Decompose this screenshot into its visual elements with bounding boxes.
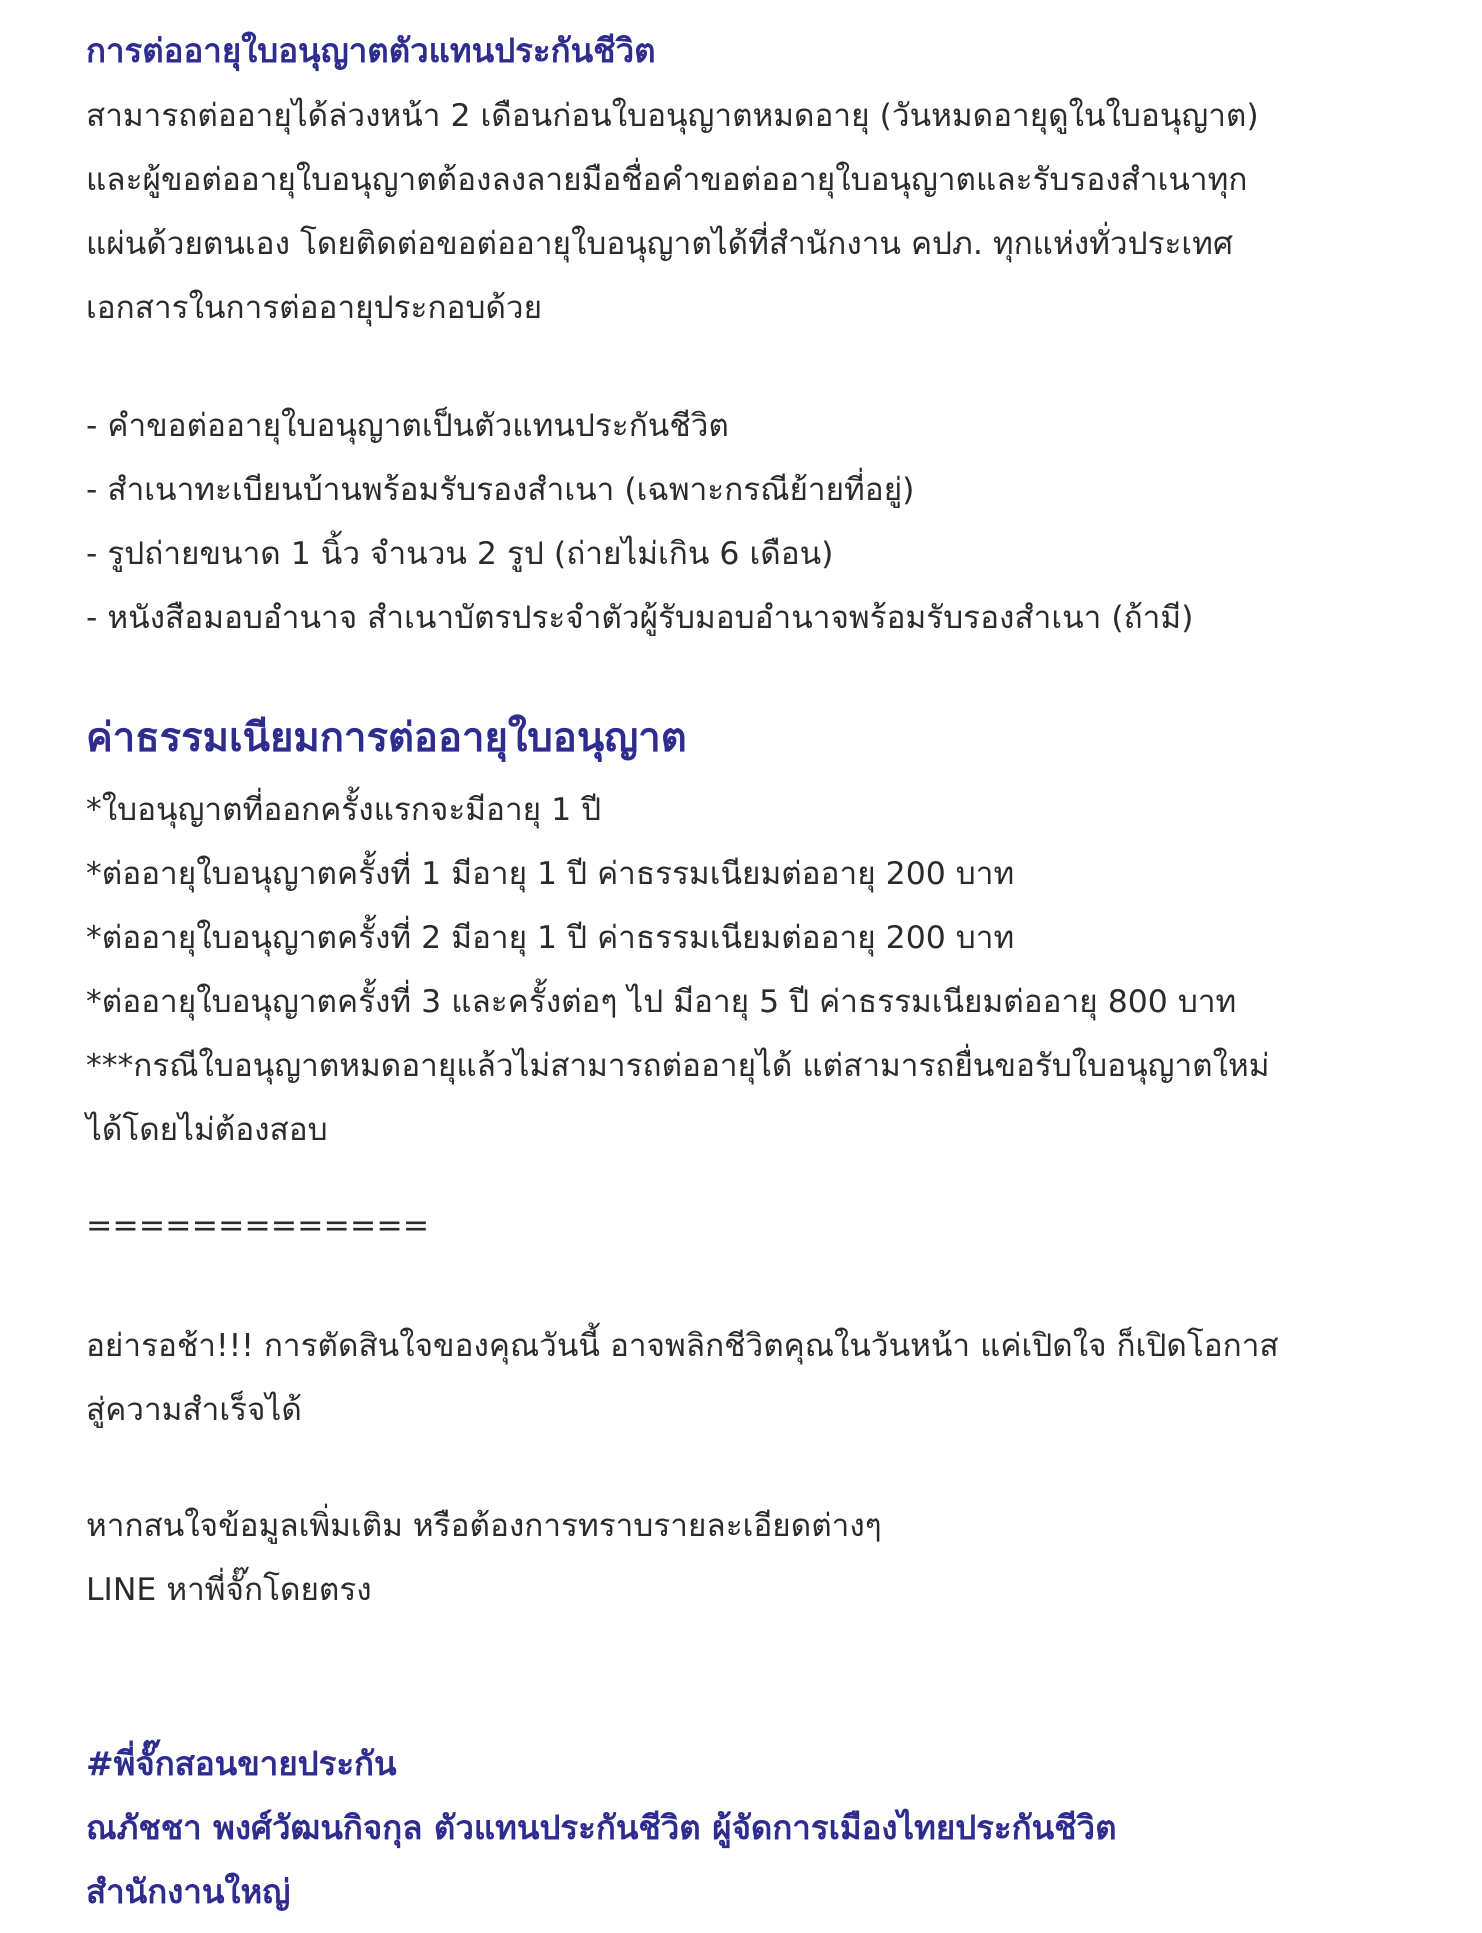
- fee-line: *ต่ออายุใบอนุญาตครั้งที่ 2 มีอายุ 1 ปี ค่าธรรมเนียมต่ออายุ 200 บาท: [86, 920, 1015, 956]
- signature-block: [86, 1732, 1117, 1924]
- fee-line: *ใบอนุญาตที่ออกครั้งแรกจะมีอายุ 1 ปี: [86, 792, 602, 828]
- fee-line: *ต่ออายุใบอนุญาตครั้งที่ 1 มีอายุ 1 ปี ค่าธรรมเนียมต่ออายุ 200 บาท: [86, 856, 1015, 892]
- fee-line: *ต่ออายุใบอนุญาตครั้งที่ 3 และครั้งต่อๆ ไป มีอายุ 5 ปี ค่าธรรมเนียมต่ออายุ 800 บาท: [86, 984, 1237, 1020]
- fees-list: [86, 778, 1270, 1162]
- list-item: - รูปถ่ายขนาด 1 นิ้ว จำนวน 2 รูป (ถ่ายไม่เกิน 6 เดือน): [86, 536, 834, 572]
- fee-line: ***กรณีใบอนุญาตหมดอายุแล้วไม่สามารถต่ออายุได้ แต่สามารถยื่นขอรับใบอนุญาตใหม่: [86, 1048, 1270, 1084]
- contact-line: หากสนใจข้อมูลเพิ่มเติม หรือต้องการทราบรายละเอียดต่างๆ: [86, 1508, 882, 1544]
- hashtag-link[interactable]: #พี่จั๊กสอนขายประกัน: [86, 1744, 397, 1783]
- separator-line: =============: [86, 1208, 430, 1244]
- fee-line: ได้โดยไม่ต้องสอบ: [86, 1112, 328, 1148]
- fees-section-title: ค่าธรรมเนียมการต่ออายุใบอนุญาต: [86, 715, 687, 761]
- renewal-intro-line: และผู้ขอต่ออายุใบอนุญาตต้องลงลายมือชื่อคำขอต่ออายุใบอนุญาตและรับรองสำเนาทุก: [86, 162, 1248, 198]
- renewal-section-title: การต่ออายุใบอนุญาตตัวแทนประกันชีวิต: [86, 31, 656, 70]
- list-item: - คำขอต่ออายุใบอนุญาตเป็นตัวแทนประกันชีวิต: [86, 408, 729, 444]
- contact-line: LINE หาพี่จั๊กโดยตรง: [86, 1572, 372, 1608]
- renewal-intro-line: สามารถต่ออายุได้ล่วงหน้า 2 เดือนก่อนใบอนุญาตหมดอายุ (วันหมดอายุดูในใบอนุญาต): [86, 98, 1259, 134]
- call-to-action-line: สู่ความสำเร็จได้: [86, 1392, 302, 1428]
- renewal-intro-line: เอกสารในการต่ออายุประกอบด้วย: [86, 290, 543, 326]
- call-to-action-line: อย่ารอช้า!!! การตัดสินใจของคุณวันนี้ อาจพลิกชีวิตคุณในวันหน้า แค่เปิดใจ ก็เปิดโอกาส: [86, 1328, 1279, 1364]
- call-to-action-paragraph: [86, 1314, 1279, 1442]
- list-item: - สำเนาทะเบียนบ้านพร้อมรับรองสำเนา (เฉพาะกรณีย้ายที่อยู่): [86, 472, 915, 508]
- required-documents-list: [86, 394, 1193, 650]
- contact-paragraph: [86, 1494, 882, 1622]
- renewal-intro-paragraph: [86, 84, 1259, 340]
- office-line: สำนักงานใหญ่: [86, 1872, 291, 1911]
- agent-name-line: ณภัชชา พงศ์วัฒนกิจกุล ตัวแทนประกันชีวิต ผู้จัดการเมืองไทยประกันชีวิต: [86, 1808, 1117, 1847]
- list-item: - หนังสือมอบอำนาจ สำเนาบัตรประจำตัวผู้รับมอบอำนาจพร้อมรับรองสำเนา (ถ้ามี): [86, 600, 1194, 636]
- renewal-intro-line: แผ่นด้วยตนเอง โดยติดต่อขอต่ออายุใบอนุญาตได้ที่สำนักงาน คปภ. ทุกแห่งทั่วประเทศ: [86, 226, 1233, 262]
